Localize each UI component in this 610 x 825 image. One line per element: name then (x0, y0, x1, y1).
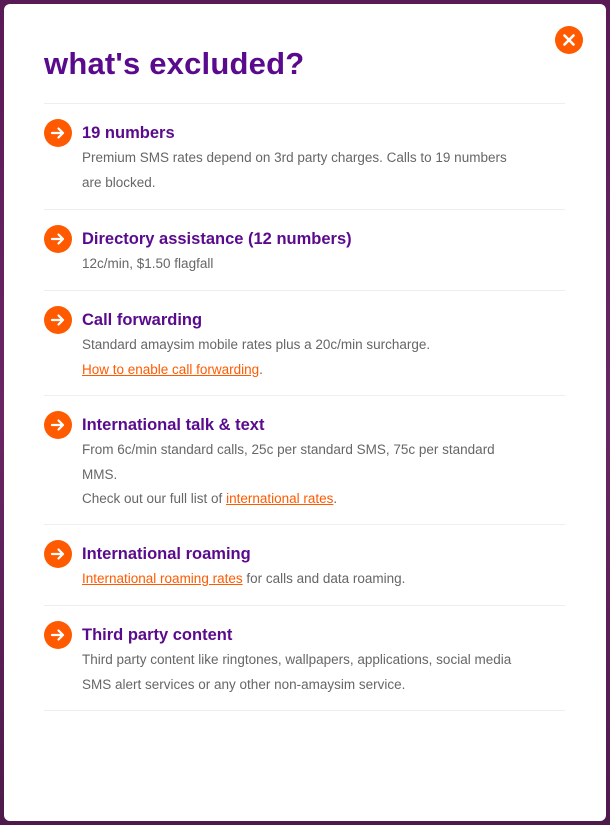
link-suffix: . (259, 361, 263, 377)
close-icon (563, 34, 575, 46)
description-line: are blocked. (82, 174, 156, 190)
description-line: Standard amaysim mobile rates plus a 20c/min surcharge. (82, 337, 431, 352)
description-line: From 6c/min standard calls, 25c per standard SMS, 75c per standard (82, 442, 495, 457)
close-button[interactable] (555, 26, 583, 54)
item-title: Call forwarding (82, 311, 203, 329)
item-title: 19 numbers (82, 124, 175, 142)
list-item (44, 104, 565, 210)
link-prefix: Check out our full list of (82, 491, 227, 506)
description-line: 12c/min, $1.50 flagfall (82, 256, 214, 271)
list-item (44, 291, 565, 396)
item-title: Third party content (82, 626, 233, 644)
item-description (82, 567, 565, 592)
description-line (82, 358, 565, 383)
description-line: Third party content like ringtones, wallpapers, applications, social media (82, 652, 512, 667)
item-description (82, 252, 565, 277)
excluded-list (44, 103, 565, 711)
description-line: Premium SMS rates depend on 3rd party charges. Calls to 19 numbers (82, 150, 507, 165)
list-item (44, 606, 565, 711)
arrow-right-icon (44, 621, 72, 649)
item-description (82, 438, 565, 512)
international-rates-link[interactable]: international rates (226, 491, 334, 506)
link-suffix: for calls and data roaming. (242, 571, 406, 586)
item-title: International talk & text (82, 416, 265, 434)
excluded-modal (4, 4, 606, 821)
list-item (44, 525, 565, 606)
item-description (82, 333, 565, 382)
arrow-right-icon (44, 225, 72, 253)
arrow-right-icon (44, 411, 72, 439)
item-title: International roaming (82, 545, 251, 563)
description-line: MMS. (82, 466, 118, 482)
list-item (44, 210, 565, 291)
link-suffix: . (333, 491, 338, 506)
item-description (82, 648, 565, 697)
item-description (82, 146, 565, 195)
arrow-right-icon (44, 540, 72, 568)
description-line (82, 567, 565, 592)
item-title: Directory assistance (12 numbers) (82, 230, 352, 248)
modal-title: what's excluded? (44, 46, 305, 81)
international-roaming-link[interactable]: International roaming rates (82, 571, 243, 586)
list-item (44, 396, 565, 525)
description-line: SMS alert services or any other non-amaysim service. (82, 676, 406, 692)
description-line (82, 487, 565, 512)
call-forwarding-link[interactable]: How to enable call forwarding (82, 361, 260, 377)
arrow-right-icon (44, 119, 72, 147)
arrow-right-icon (44, 306, 72, 334)
